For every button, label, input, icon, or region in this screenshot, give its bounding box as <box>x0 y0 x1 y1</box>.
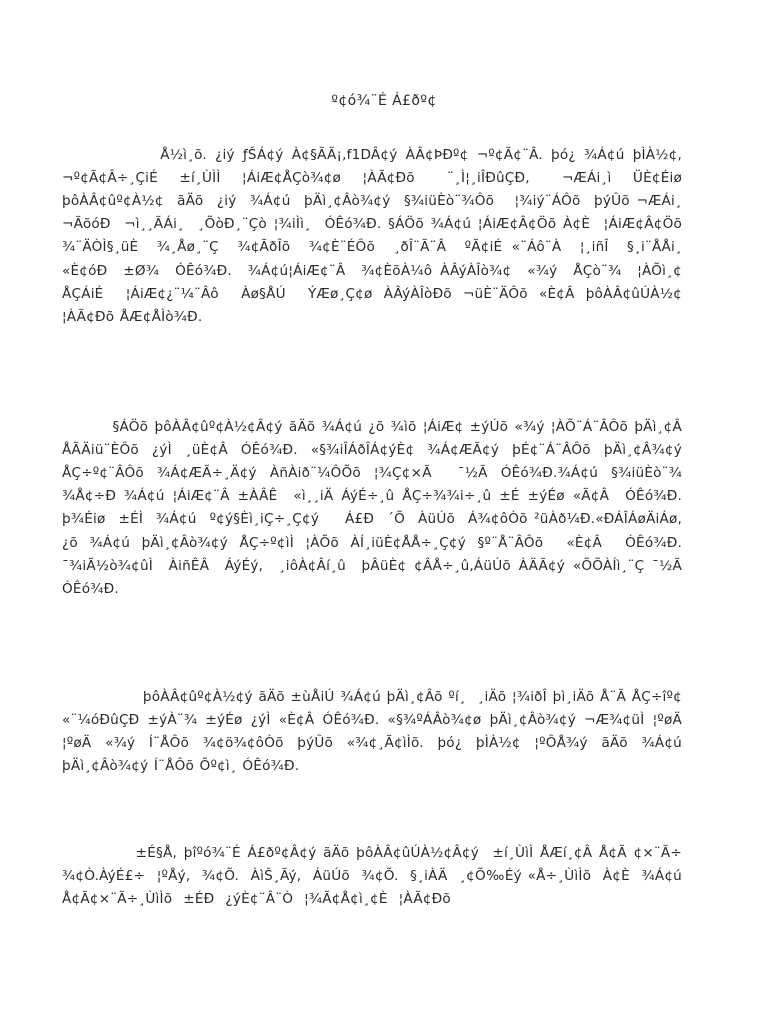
paragraph-2: §ÁÖõ þôÀÂ¢ûº¢À½¢Â¢ý ãÄõ ¾Á¢ú ¿õ ¾ìõ ¦ÁiÆ¢ ±ýÚõ «¾ý ¦ÀÕ¨Á¨ÂÔõ þÄì¸¢Â ÅÃÄiü¨ÈÔõ ¿ýÌ ¸üÈ¢Â ÓÊó¾Ð. «§¾iÎÁðÎÁ¢ýÈ¢ ¾Á¢ÆÃ¢ý þÉ¢¨Á¨ÂÔõ þÄì¸¢Â¾¢ý ÅÇ÷º¢¨ÂÔõ ¾Á¢ÆÃ÷¸Ä¢ý ÀñÀið¨¼ÔÕõ ¦¾Ç¢×Ã ¯½Ã ÓÊó¾Ð.¾Á¢ú §¾iüÈò¨¾ ¾Å¢÷Ð ¾Á¢ú ¦ÁiÆ¢¨Â ±ÀÂÊ «ì¸¸iÄ ÁýÉ÷¸û ÅÇ÷¾¾i÷¸û ±É ±ýÉø «Ã¢Â ÓÊó¾Ð. þ¾Éiø ±ÉÌ ¾Á¢ú º¢ý§Èì¸iÇ÷¸Ç¢ý Á£Ð ´Õ ÀüÚõ Á¾¢ôÒõ ²üÀð¼Ð.«ÐÁÎÁøÄiÁø, ¿õ ¾Á¢ú þÄì¸¢Âò¾¢ý ÅÇ÷º¢ìÌ ¦ÀÕõ ÀÍ¸iüÈ¢ÅÅ÷¸Ç¢ý §º¨Å¨ÂÔõ «È¢Â ÓÊó¾Ð. ¯¾iÃ½ò¾¢ûÌ ÀiñÊÂ ÁýÉý, ¸iôÀ¢Âí¸û þÂüÈ¢ ¢ÂÅ÷¸û,ÁüÚõ ÀÄÃ¢ý «ÕÕÀÍì¸¨Ç ¯½Ã ÓÊó¾Ð. <box>62 418 694 598</box>
paragraph-1: Å½ì¸õ. ¿iý ƒŠÁ¢ý À¢§ÃÃ¡,f1DÂ¢ý ÀÂ¢ÞÐº¢ ¬º¢Ã¢¨Â. þó¿ ¾Á¢ú þÌÀ½¢, ¬º¢Ã¢Â÷¸ÇiÉ ±í¸ÙÌÌ ¦ÁiÆ¢ÅÇò¾¢ø ¦ÀÃ¢Ðõ ¨¸Ì¦¸iÎÐûÇÐ, ¬ÆÁi¸ì ÜÈ¢Éiø þôÀÂ¢ûº¢À½¢ ãÄõ ¿iý ¾Á¢ú þÄì¸¢Âò¾¢ý §¾iüÈò¨¾Ôõ ¦¾iý¨ÁÔõ þýÛõ ¬ÆÁi¸ ¬ÃõóÐ ¬ì¸¸ÃÁi¸ ¸ÕòÐ¸¨Çò ¦¾iÌì¸ ÓÊó¾Ð. §ÁÖõ ¾Á¢ú ¦ÁiÆ¢Â¢Öõ À¢È ¦ÁiÆ¢Â¢Öõ ¾¨ÄÒÌ§¸üÈ ¾¸Åø¸¨Ç ¾¢ÃðÎõ ¾¢È¨ÉÔõ ¸ðÎ¨Ã¨Â ºÃ¢iÉ «¨Áô¨À ¦¸iñÎ §¸i¨ÅÅi¸ «È¢óÐ ±Ø¾ ÓÊó¾Ð. ¾Á¢ú¦ÁiÆ¢¨Â ¾¢ÈõÀ¼ô ÀÂýÀÎò¾¢ «¾ý ÅÇò¨¾ ¦ÀÕì¸¢ ÅÇÁiÉ ¦ÁiÆ¢¿¨¼¨Âô Àø§ÅÚ ÝÆø¸Ç¢ø ÀÂýÀÎòÐõ ¬üÈ¨ÄÔõ «È¢Â þôÀÂ¢ûÚÀ½¢ ¦ÀÃ¢Ðõ ÅÆ¢ÅÌò¾Ð. <box>62 146 694 326</box>
paragraph-4: ±É§Å, þîºó¾¨É Á£ðº¢Â¢ý ãÄõ þôÀÂ¢ûÚÀ½¢Â¢ý ±í¸ÙìÌ ÅÆí¸¢Â Å¢Ã ¢×¨Ã÷ ¾¢Ò.ÀýÉ£÷ ¦ºÅý, ¾¢Õ. ÀìŠ¸Ãý, ÁüÚõ ¾¢Õ. §¸iÀÄ ¸¢Õ‰Éý «Å÷¸ÙìÌõ À¢È ¾Á¢ú Å¢Ã¢×¨Ã÷¸ÙìÌõ ±ÉÐ ¿ýÈ¢¨Â¨Ò ¦¾Ã¢Å¢ì¸¢È ¦ÀÃ¢Ðõ <box>62 844 694 907</box>
paragraph-3: þôÀÂ¢ûº¢À½¢ý ãÄõ ±ùÅiÚ ¾Á¢ú þÄì¸¢Âõ ºí¸ ¸iÄõ ¦¾iðÎ þì¸iÄõ Å¨Ã ÅÇ÷îº¢ «¨¼óÐûÇÐ ±ýÀ¨¾ ±ýÉø ¿ýÌ «È¢Â ÓÊó¾Ð. «§¾ºÁÂò¾¢ø þÄì¸¢Âò¾¢ý ¬Æ¾¢üÌ ¦ºøÄ ¦ºøÄ «¾ý Í¨ÅÔõ ¾¢ö¾¢ôÒõ þýÛõ «¾¢¸Ã¢ìÌõ. þó¿ þÌÀ½¢ ¦ºÔÅ¾ý ãÄõ ¾Á¢ú þÄì¸¢Âò¾¢ý Í¨ÅÔõ Õº¢ì¸ ÓÊó¾Ð. <box>62 688 688 775</box>
page-title: º¢ó¾¨É Á£ðº¢ <box>331 93 437 109</box>
